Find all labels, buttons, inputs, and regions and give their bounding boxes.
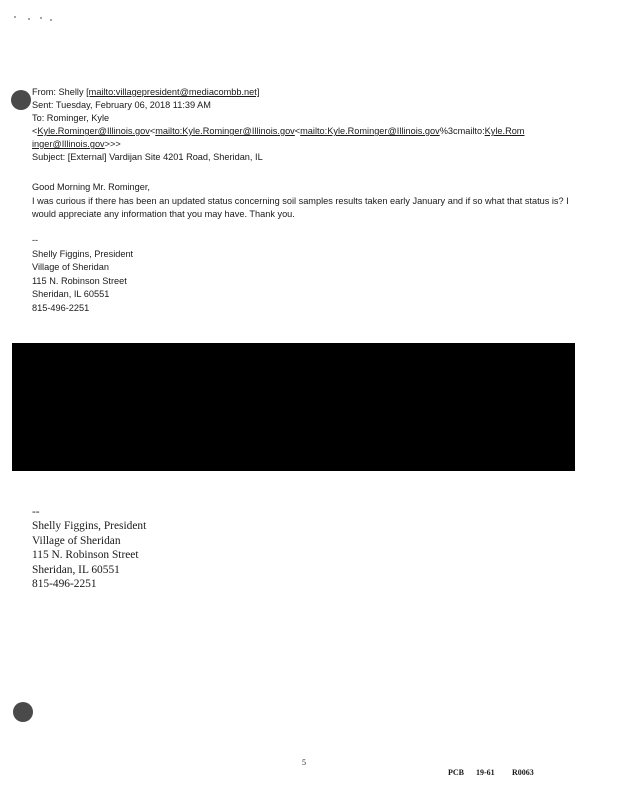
sent-line: Sent: Tuesday, February 06, 2018 11:39 AM [32,100,211,110]
signature-street: 115 N. Robinson Street [32,549,139,562]
page-number: 5 [302,758,306,767]
signature-city: Sheridan, IL 60551 [32,289,110,299]
to-mailto-link[interactable]: mailto:Kyle.Rominger@Illinois.gov [155,126,295,136]
to-address-link[interactable]: Kyle.Rominger@Illinois.gov [37,126,150,136]
hole-punch-bottom [13,702,33,722]
message-text: I was curious if there has been an updated status concerning soil samples results taken early January and if so what that status is? I would appreciate any information that you may have. Thank you. [32,195,569,219]
to-address-line-2 [32,138,592,151]
to-address-bracket: >>> [104,139,121,149]
subject-line: Subject: [External] Vardijan Site 4201 Road, Sheridan, IL [32,152,263,162]
signature-block-serif [32,505,146,591]
signature-name: Shelly Figgins, President [32,520,147,533]
from-mailto-link[interactable]: [mailto:villagepresident@mediacombb.net] [86,87,260,97]
bates-footer [448,768,534,777]
redaction-box [12,343,575,471]
signature-phone: 815-496-2251 [32,578,97,591]
to-line: To: Rominger, Kyle [32,113,110,123]
footer-record: R0063 [512,768,534,777]
signature-org: Village of Sheridan [32,534,121,547]
email-body [32,181,580,222]
from-line [32,86,592,99]
to-address-bracket: < [149,126,156,136]
to-address-encoded: %3cmailto: [439,126,485,136]
signature-phone: 815-496-2251 [32,302,90,313]
signature-separator: -- [32,506,40,518]
signature-separator: -- [32,235,39,245]
hole-punch-top [11,90,31,110]
email-header [32,86,592,164]
to-address-link[interactable]: inger@Illinois.gov [32,139,105,149]
to-address-bracket: < [294,126,301,136]
to-mailto-link[interactable]: mailto:Kyle.Rominger@Illinois.gov [300,126,440,136]
scan-specks [14,14,54,22]
signature-name: Shelly Figgins, President [32,248,134,259]
footer-case: 19-61 [476,768,495,777]
to-address-bracket: < [32,126,38,136]
signature-block [32,234,133,315]
signature-city: Sheridan, IL 60551 [32,563,120,576]
signature-org: Village of Sheridan [32,262,109,272]
footer-pcb: PCB [448,768,464,777]
to-address-line [32,125,592,138]
greeting: Good Morning Mr. Rominger, [32,182,150,192]
from-label: From: Shelly [32,87,87,97]
to-address-link[interactable]: Kyle.Rom [484,126,525,136]
signature-street: 115 N. Robinson Street [32,275,127,286]
